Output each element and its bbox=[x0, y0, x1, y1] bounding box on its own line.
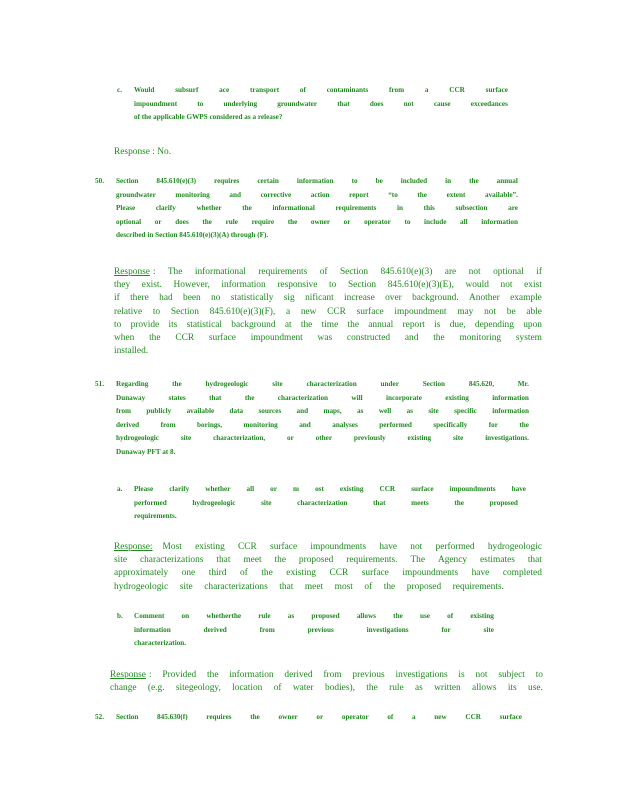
item-50-line-2: groundwater monitoring and corrective action report “to the extent available”. bbox=[116, 190, 518, 199]
response-51a-first: Most existing CCR surface impoundments have not performed hydrogeologic bbox=[162, 542, 542, 552]
response-51a-line-1 bbox=[114, 541, 542, 554]
item-51b-line-3: characterization. bbox=[134, 639, 187, 647]
response-51a-label: Response: bbox=[114, 542, 153, 552]
item-c-line-2: impoundment to underlying groundwater that does not cause exceedances bbox=[134, 99, 508, 108]
item-51-line-3: from publicly available data sources and maps, as well as site specific information bbox=[116, 407, 529, 415]
response-c-label: Response bbox=[114, 147, 150, 157]
response-50-label: Response bbox=[114, 267, 150, 277]
response-50-line-7: installed. bbox=[114, 346, 149, 357]
response-51b-label: Response bbox=[110, 670, 146, 680]
response-51b-line-1 bbox=[110, 669, 543, 682]
item-50-line-5: described in Section 845.610(e)(3)(A) through (F). bbox=[116, 231, 269, 239]
response-50-line-6: when the CCR surface impoundment was constructed and the monitoring system bbox=[114, 333, 542, 344]
response-c-text: : No. bbox=[152, 147, 172, 157]
response-50-line-3: if there had been no statistically sig nificant increase over background. Another example bbox=[114, 293, 542, 304]
response-50-first: : The informational requirements of Section 845.610(e)(3) are not optional if bbox=[152, 267, 542, 277]
response-50-line-1 bbox=[114, 266, 542, 279]
item-51-line-1: Regarding the hydrogeologic site characterization under Section 845.620, Mr. bbox=[116, 380, 529, 388]
response-51a-line-4: hydrogeologic site characterizations that meet most of the proposed requirements. bbox=[114, 581, 504, 592]
item-50-line-1: Section 845.610(e)(3) requires certain information to be included in the annual bbox=[116, 177, 518, 185]
item-50-line-4: optional or does the rule require the owner or operator to include all information bbox=[116, 217, 518, 226]
item-51-line-2: Dunaway states that the characterization will incorporate existing information bbox=[116, 393, 529, 402]
response-50-line-2: they exist. However, information responsive to Section 845.610(e)(3)(E), would not exist bbox=[114, 280, 542, 291]
item-50-number: 50. bbox=[95, 177, 104, 185]
response-51b-line-2: change (e.g. sitegeology, location of water bodies), the rule as written allows its use. bbox=[110, 683, 543, 694]
item-51a-line-1: Please clarify whether all or m ost existing CCR surface impoundments have bbox=[134, 485, 526, 493]
item-50-text bbox=[116, 175, 518, 243]
item-51a-label: a. bbox=[117, 485, 123, 493]
item-51-line-6: Dunaway PFT at 8. bbox=[116, 447, 176, 456]
response-50-line-4: relative to Section 845.610(e)(3)(F), a new CCR surface impoundment may not be able bbox=[114, 306, 542, 317]
item-51a-line-2: performed hydrogeologic site characterization that meets the proposed bbox=[134, 498, 518, 507]
item-51-line-5: hydrogeologic site characterization, or other previously existing site investigations. bbox=[116, 434, 529, 442]
item-52-text bbox=[116, 711, 522, 725]
item-51-line-4: derived from borings, monitoring and analyses performed specifically for the bbox=[116, 420, 529, 429]
item-51b-line-1: Comment on whetherthe rule as proposed allows the use of existing bbox=[134, 612, 494, 620]
response-51a-line-2: site characterizations that meet the proposed requirements. The Agency estimates that bbox=[114, 555, 542, 566]
item-51b-label: b. bbox=[117, 612, 123, 620]
item-51a-line-3: requirements. bbox=[134, 512, 177, 520]
item-51b-text bbox=[134, 610, 494, 651]
item-51-text bbox=[116, 378, 529, 459]
item-c-label: c. bbox=[117, 86, 122, 94]
response-50-line-5: to provide its statistical background at the time the annual report is due, depending upon bbox=[114, 319, 542, 330]
item-51-number: 51. bbox=[95, 380, 104, 388]
item-50-line-3: Please clarify whether the informational requirements in this subsection are bbox=[116, 204, 518, 212]
response-51b-first: : Provided the information derived from previous investigations is not subject to bbox=[148, 670, 543, 680]
item-51b-line-2: information derived from previous investigations for site bbox=[134, 625, 494, 634]
response-51a-line-3: approximately one third of the existing CCR surface impoundments have completed bbox=[114, 568, 542, 579]
item-52-number: 52. bbox=[95, 713, 104, 721]
item-52-line-1: Section 845.630(f) requires the owner or operator of a new CCR surface bbox=[116, 713, 522, 721]
item-c-text bbox=[134, 84, 508, 125]
item-c-line-1: Would subsurf ace transport of contaminants from a CCR surface bbox=[134, 86, 508, 94]
item-51a-text bbox=[134, 483, 526, 524]
item-c-line-3: of the applicable GWPS considered as a release? bbox=[134, 113, 283, 121]
